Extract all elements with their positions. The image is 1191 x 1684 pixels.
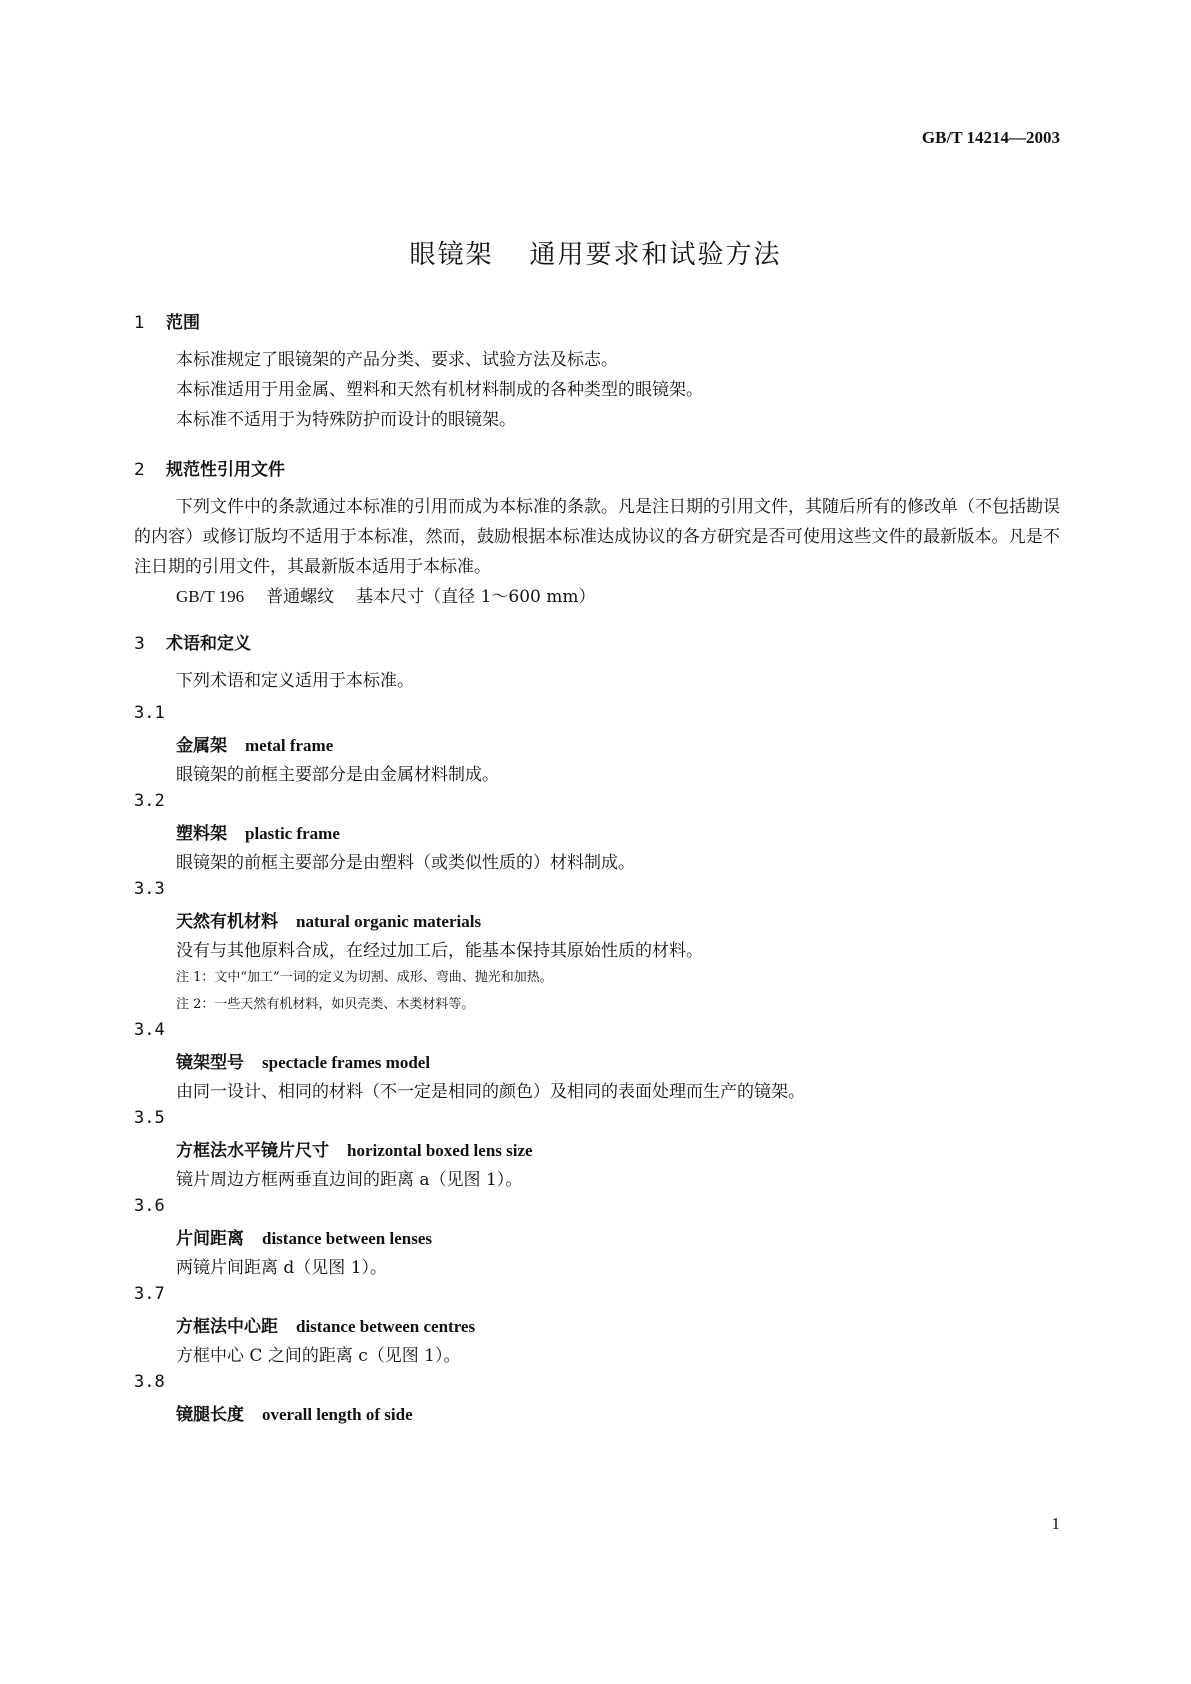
- clause-number: 3.7: [134, 1284, 165, 1304]
- term-heading: [176, 1312, 475, 1337]
- term-heading: [176, 819, 340, 844]
- term-definition: 两镜片间距离 d（见图 1）。: [176, 1258, 388, 1278]
- section-2-heading: [134, 455, 285, 480]
- term-en: distance between lenses: [262, 1229, 432, 1248]
- term-en: horizontal boxed lens size: [347, 1141, 533, 1160]
- term-en: metal frame: [245, 736, 334, 755]
- reference-description: 基本尺寸（直径 1～600 mm）: [356, 587, 596, 607]
- terms-intro: 下列术语和定义适用于本标准。: [176, 671, 414, 691]
- term-en: distance between centres: [296, 1317, 476, 1336]
- reference-entry: [176, 582, 595, 612]
- clause-number: 3.2: [134, 791, 165, 811]
- term-note: 注 1：文中“加工”一词的定义为切割、成形、弯曲、抛光和加热。: [176, 970, 553, 985]
- term-zh: 方框法水平镜片尺寸: [176, 1141, 329, 1161]
- term-zh: 镜腿长度: [176, 1405, 244, 1425]
- section-1-heading: [134, 308, 200, 333]
- title-part-2: 通用要求和试验方法: [529, 240, 782, 270]
- clause-number: 3.4: [134, 1020, 165, 1040]
- term-note: 注 2：一些天然有机材料，如贝壳类、木类材料等。: [176, 997, 475, 1012]
- term-zh: 金属架: [176, 736, 227, 756]
- scope-paragraph: 本标准规定了眼镜架的产品分类、要求、试验方法及标志。: [176, 350, 618, 370]
- term-zh: 塑料架: [176, 824, 227, 844]
- section-title: 范围: [166, 313, 200, 333]
- term-zh: 镜架型号: [176, 1053, 244, 1073]
- term-zh: 方框法中心距: [176, 1317, 278, 1337]
- term-heading: [176, 1136, 533, 1161]
- title-part-1: 眼镜架: [409, 240, 494, 270]
- section-title: 术语和定义: [166, 634, 251, 654]
- section-number: 3: [134, 634, 145, 654]
- term-heading: [176, 1400, 413, 1425]
- term-definition: 镜片周边方框两垂直边间的距离 a（见图 1）。: [176, 1170, 523, 1190]
- term-definition: 没有与其他原料合成，在经过加工后，能基本保持其原始性质的材料。: [176, 941, 703, 961]
- term-zh: 片间距离: [176, 1229, 244, 1249]
- clause-number: 3.6: [134, 1196, 165, 1216]
- section-number: 2: [134, 460, 145, 480]
- reference-name: 普通螺纹: [266, 587, 335, 607]
- term-en: spectacle frames model: [262, 1053, 431, 1072]
- section-3-heading: [134, 629, 251, 654]
- term-heading: [176, 1048, 430, 1073]
- clause-number: 3.8: [134, 1372, 165, 1392]
- term-zh: 天然有机材料: [176, 912, 278, 932]
- normative-references-paragraph: 下列文件中的条款通过本标准的引用而成为本标准的条款。凡是注日期的引用文件，其随后所有的修改单（不包括勘误的内容）或修订版均不适用于本标准，然而，鼓励根据本标准达成协议的各方研究是否可使用这些文件的最新版本。凡是不注日期的引用文件，其最新版本适用于本标准。: [134, 497, 1060, 577]
- page-number: 1: [1051, 1514, 1060, 1533]
- term-heading: [176, 731, 333, 756]
- term-heading: [176, 907, 481, 932]
- term-heading: [176, 1224, 432, 1249]
- term-definition: 眼镜架的前框主要部分是由金属材料制成。: [176, 765, 499, 785]
- clause-number: 3.5: [134, 1108, 165, 1128]
- term-definition: 方框中心 C 之间的距离 c（见图 1）。: [176, 1346, 461, 1366]
- clause-number: 3.3: [134, 879, 165, 899]
- term-en: natural organic materials: [296, 912, 482, 931]
- term-en: overall length of side: [262, 1405, 413, 1424]
- section-number: 1: [134, 313, 145, 333]
- section-title: 规范性引用文件: [166, 460, 285, 480]
- clause-number: 3.1: [134, 703, 165, 723]
- standard-code: GB/T 14214—2003: [921, 128, 1060, 147]
- scope-paragraph: 本标准不适用于为特殊防护而设计的眼镜架。: [176, 410, 516, 430]
- term-definition: 眼镜架的前框主要部分是由塑料（或类似性质的）材料制成。: [176, 853, 635, 873]
- reference-code: GB/T 196: [176, 587, 245, 606]
- term-en: plastic frame: [245, 824, 340, 843]
- document-title: [0, 234, 1191, 271]
- scope-paragraph: 本标准适用于用金属、塑料和天然有机材料制成的各种类型的眼镜架。: [176, 380, 703, 400]
- term-definition: 由同一设计、相同的材料（不一定是相同的颜色）及相同的表面处理而生产的镜架。: [176, 1082, 805, 1102]
